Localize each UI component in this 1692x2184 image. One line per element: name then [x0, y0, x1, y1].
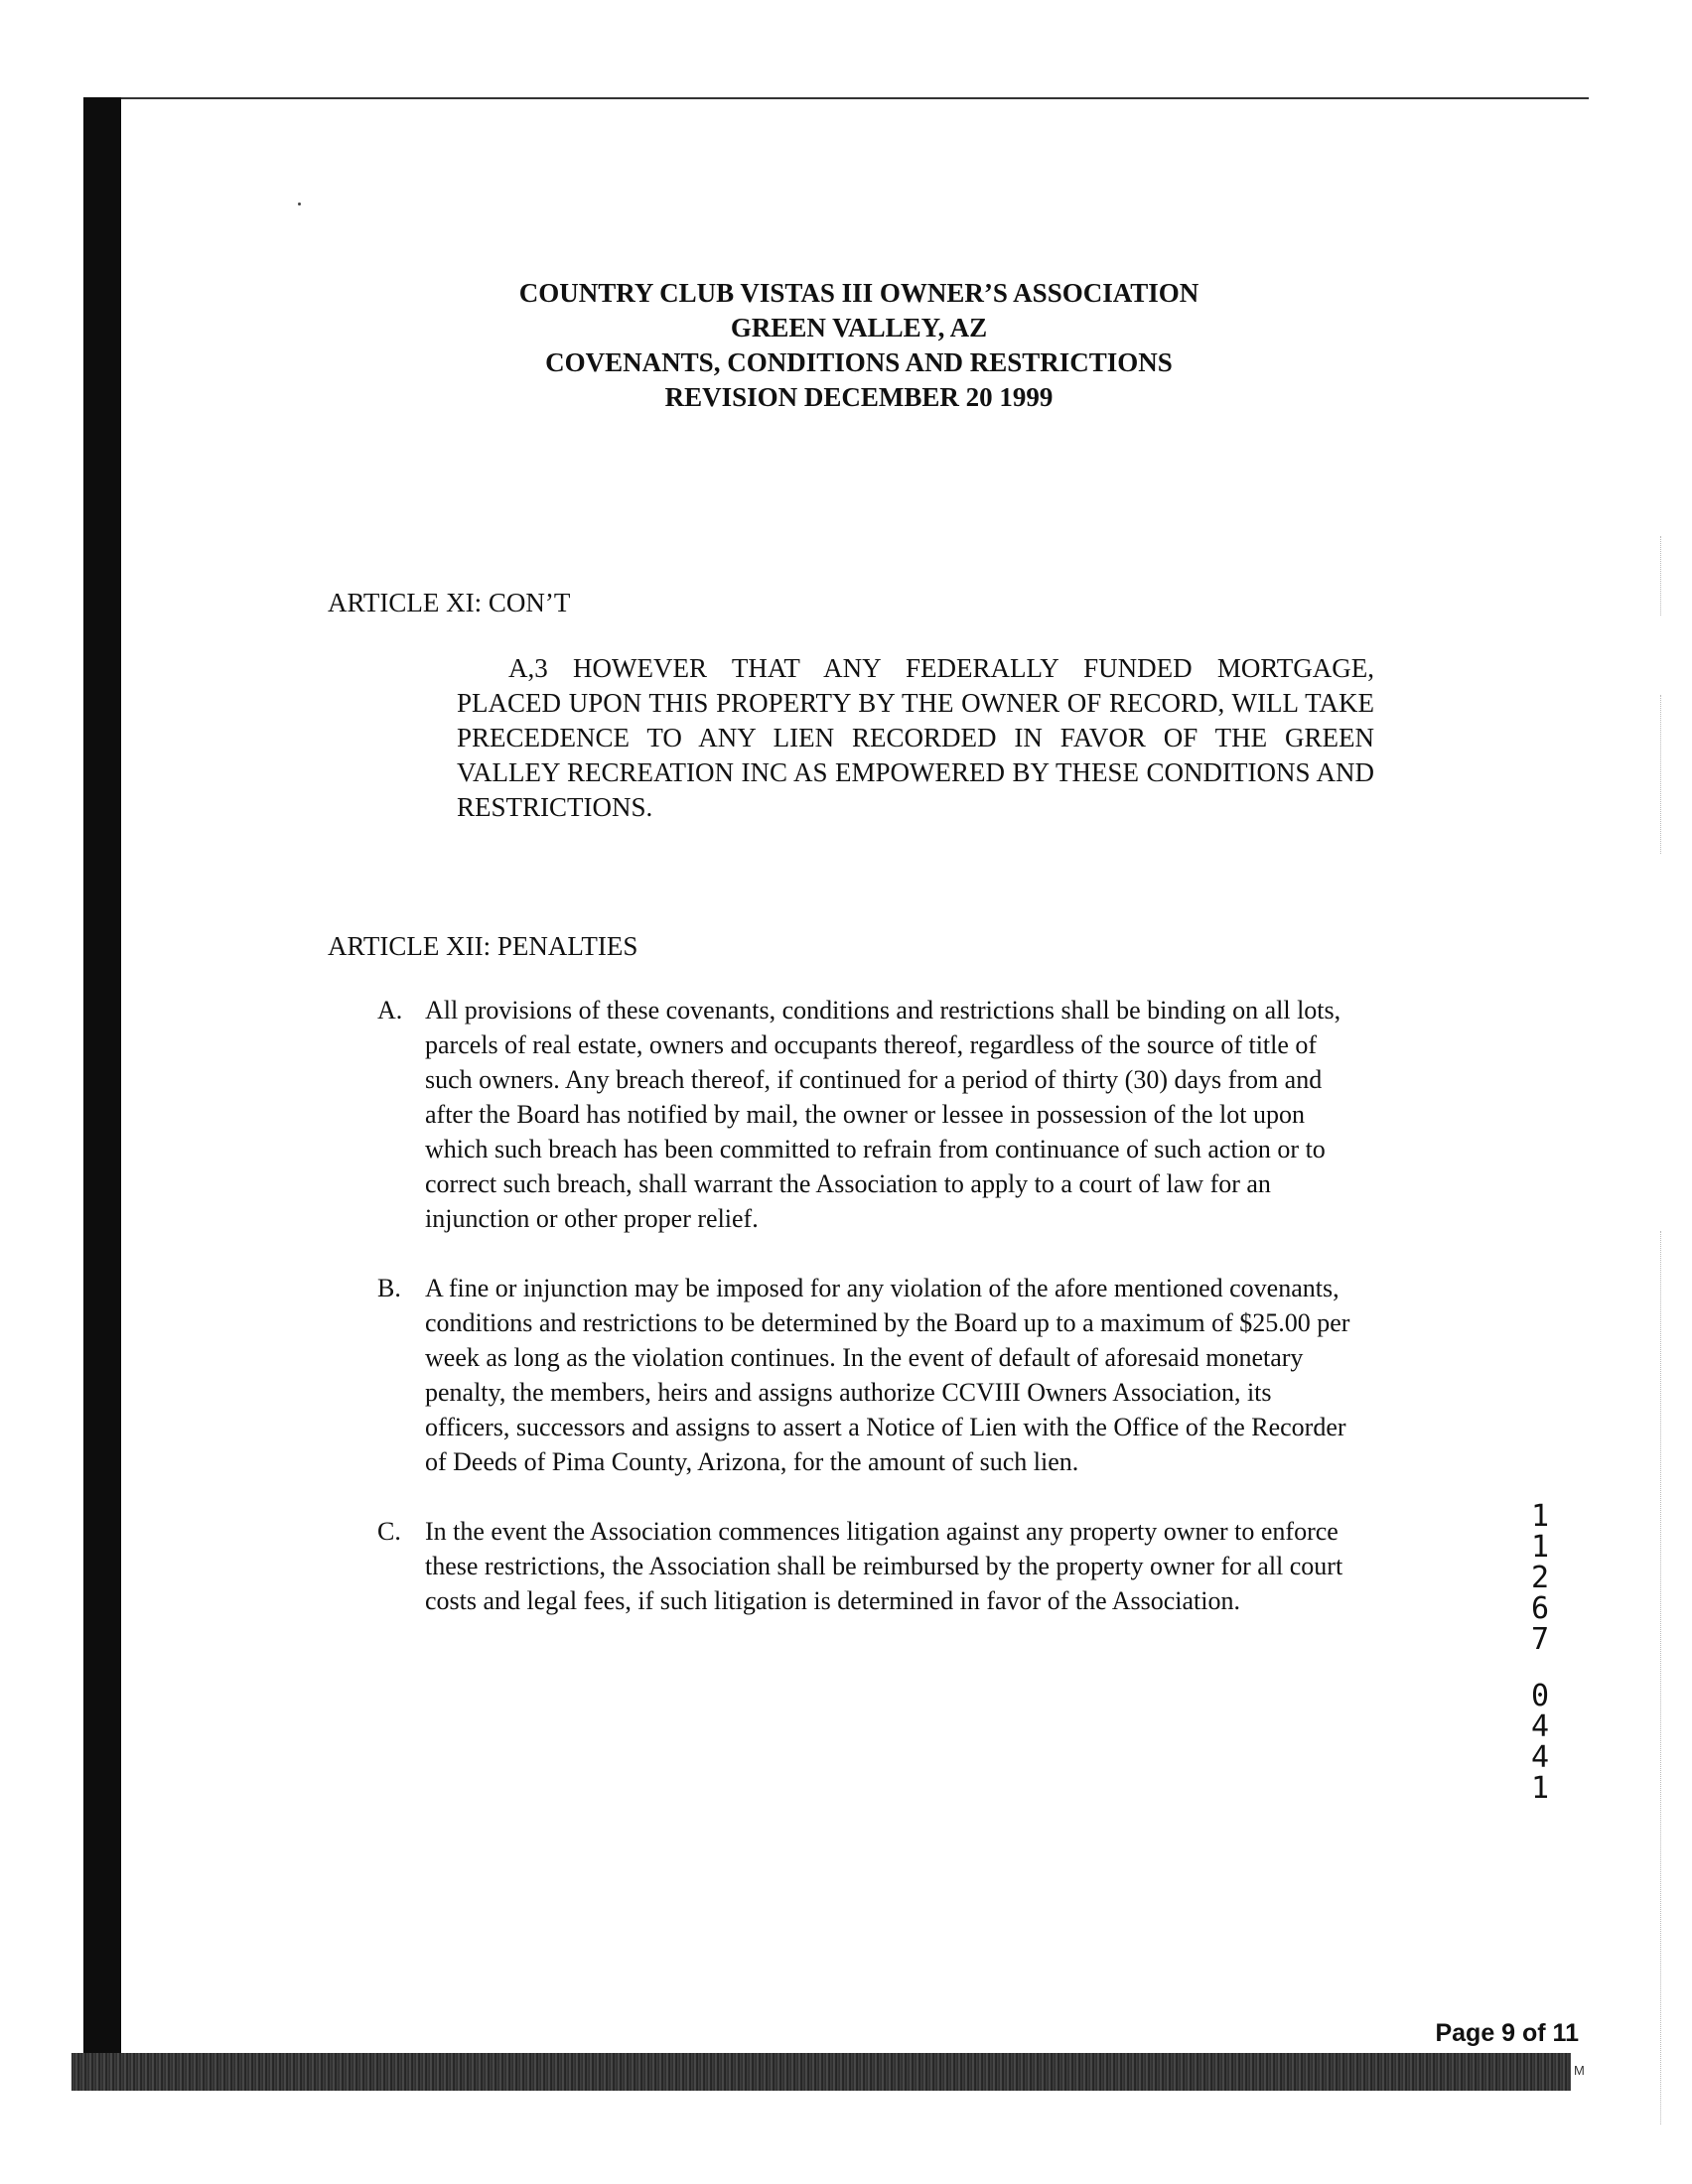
list-item — [377, 1514, 1370, 1618]
article-xi-paragraph — [457, 651, 1374, 825]
stamp-digit: 7 — [1530, 1622, 1550, 1657]
article-xii-heading: ARTICLE XII: PENALTIES — [328, 931, 638, 961]
stamp-gap — [1527, 1655, 1553, 1681]
stamp-digit: 6 — [1530, 1591, 1550, 1626]
header-association-name: COUNTRY CLUB VISTAS III OWNER’S ASSOCIATION — [518, 278, 1199, 308]
stamp-digit: 0 — [1530, 1679, 1550, 1713]
header-location: GREEN VALLEY, AZ — [730, 313, 988, 342]
stamp-digit: 1 — [1530, 1530, 1550, 1565]
scan-edge-dots — [1660, 1231, 1663, 2124]
scan-speck — [298, 203, 301, 205]
item-text: All provisions of these covenants, conditions and restrictions shall be binding on all lots, parcels of real estate, owners and occupants thereof, regardless of the source of title of such owners. Any breach thereof, if continued for a period of thirty (30) days from and after the Board has notified by mail, the owner or lessee in possession of the lot upon which such breach has been committed to refrain from continuance of such action or to correct such breach, shall warrant the Association to apply to a court of law for an injunction or other proper relief. — [425, 996, 1341, 1233]
scan-left-black-bar — [83, 97, 121, 2078]
item-letter: A. — [377, 996, 403, 1024]
scan-edge-dots — [1660, 695, 1663, 854]
article-xi-paragraph-text: A,3 HOWEVER THAT ANY FEDERALLY FUNDED MORTGAGE, PLACED UPON THIS PROPERTY BY THE OWNER OF RECORD, WILL TAKE PRECEDENCE TO ANY LIEN RECORDED IN FAVOR OF THE GREEN VALLEY RECREATION INC AS EMPOWERED BY THESE CONDITIONS AND RESTRICTIONS. — [457, 653, 1374, 822]
list-item — [377, 993, 1370, 1236]
stamp-digit: 2 — [1530, 1561, 1550, 1595]
penalties-list — [377, 993, 1370, 1653]
header-revision-date: REVISION DECEMBER 20 1999 — [664, 382, 1054, 412]
document-header — [397, 276, 1321, 415]
list-item — [377, 1271, 1370, 1479]
stamp-digit: 4 — [1530, 1709, 1550, 1744]
item-text: A fine or injunction may be imposed for any violation of the afore mentioned covenants, conditions and restrictions to be determined by the Board up to a maximum of $25.00 per week as long as the violation continues. In the event of default of aforesaid monetary penalty, the members, heirs and assigns authorize CCVIII Owners Association, its officers, successors and assigns to assert a Notice of Lien with the Office of the Recorder of Deeds of Pima County, Arizona, for the amount of such lien. — [425, 1274, 1350, 1476]
scan-top-border — [83, 97, 1589, 99]
scan-bottom-bar — [71, 2053, 1571, 2091]
scan-stamp-suffix: M — [1574, 2063, 1585, 2078]
header-document-title: COVENANTS, CONDITIONS AND RESTRICTIONS — [545, 347, 1173, 377]
recording-stamp-number — [1527, 1501, 1553, 1804]
item-text: In the event the Association commences litigation against any property owner to enforce these restrictions, the Association shall be reimbursed by the property owner for all court costs and legal fees, if such litigation is determined in favor of the Association. — [425, 1517, 1343, 1615]
item-letter: C. — [377, 1517, 401, 1546]
scan-edge-dots — [1660, 536, 1663, 615]
stamp-digit: 4 — [1530, 1740, 1550, 1775]
stamp-digit: 1 — [1530, 1771, 1550, 1806]
item-letter: B. — [377, 1274, 401, 1302]
page-number: Page 9 of 11 — [1435, 2019, 1579, 2047]
article-xi-heading: ARTICLE XI: CON’T — [328, 588, 571, 617]
stamp-digit: 1 — [1530, 1499, 1550, 1534]
